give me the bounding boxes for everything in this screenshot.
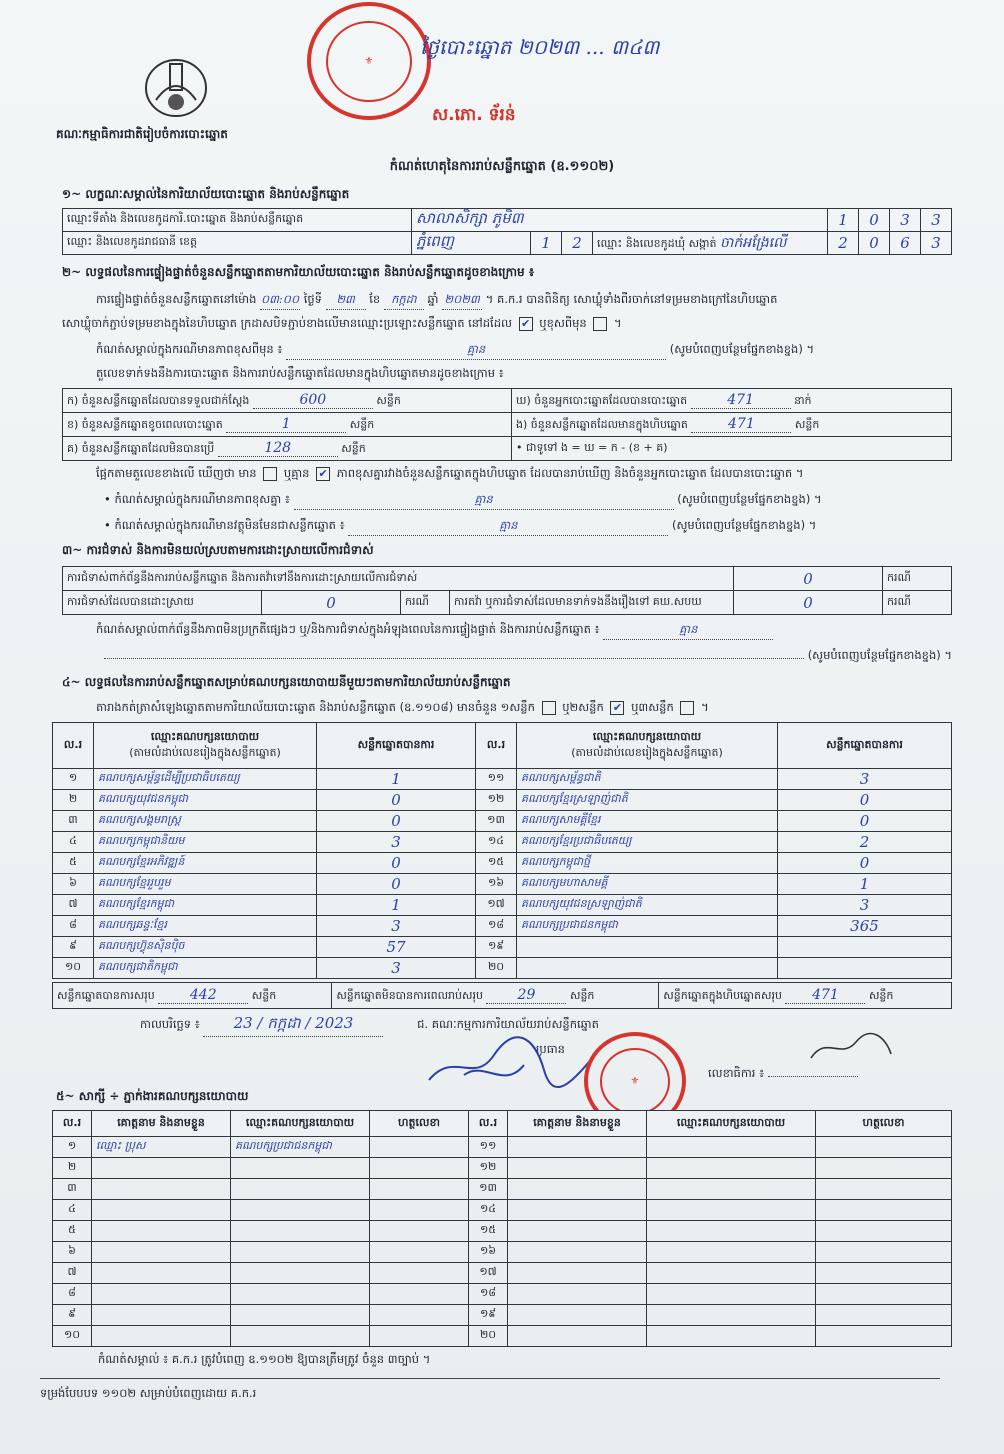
witness-name <box>92 1305 231 1326</box>
party-name: គណបក្សសម្ព័ន្ធដើម្បីប្រជាធិបតេយ្យ <box>94 769 317 790</box>
witness-party: គណបក្សប្រជាជនកម្ពុជា <box>231 1137 370 1158</box>
case-label: ករណី <box>883 567 952 591</box>
case-label: ករណី <box>401 591 450 615</box>
witness-signature <box>816 1242 952 1263</box>
figure-ka: ក) ចំនួនសន្លឹកឆ្នោតដែលបានទទួលជាក់ស្តែង 600 សន្លឹក <box>63 389 512 413</box>
witness-signature <box>370 1242 469 1263</box>
stamp-seal-icon: ⚜ <box>307 2 431 120</box>
row-no: ១ <box>53 769 94 790</box>
witness-party <box>231 1305 370 1326</box>
witness-party <box>647 1200 816 1221</box>
witness-party <box>647 1326 816 1347</box>
witness-signature <box>370 1284 469 1305</box>
witness-name <box>92 1221 231 1242</box>
row-no: ៧ <box>53 895 94 916</box>
irregularity-note: កំណត់សម្គាល់ពាក់ព័ន្ធនឹងភាពមិនប្រក្រតីផ្សេងៗ ឬ/និងការជំទាស់ក្នុងអំឡុងពេលនៃការផ្ទៀងផ្ទាត់ និងការរាប់សន្លឹកឆ្នោត ៖ គ្មាន <box>96 622 773 640</box>
total-invalid: សន្លឹកឆ្នោតមិនបានការពេលរាប់សរុប 29 សន្លឹក <box>332 983 659 1009</box>
col-no: ល.រ <box>53 723 94 769</box>
row1-code-3: 3 <box>890 209 921 232</box>
witness-signature <box>816 1221 952 1242</box>
row-no: ១៨ <box>469 1284 508 1305</box>
witness-table <box>52 1110 952 1347</box>
row-no: ៩ <box>53 937 94 958</box>
table-row <box>53 832 952 853</box>
vote-count: 0 <box>778 853 952 874</box>
row2-code-1: 1 <box>531 232 562 255</box>
row1-value: សាលាសិក្សា ភូមិ៣ <box>412 209 828 232</box>
case-label: ករណី <box>883 591 952 615</box>
verify-line-1: ការផ្ទៀងផ្ទាត់ចំនួនសន្លឹកឆ្នោតនៅម៉ោង ០៣:០០ ថ្ងៃទី ២៣ ខែ កក្កដា ឆ្នាំ ២០២៣ ។ គ.ក.រ បានពិនិត្យ សោឃ្លុំទាំងពីរចាក់នៅទម្រមខាងក្រៅនៃហិបឆ្នោត <box>96 292 777 310</box>
row1-code-4: 3 <box>921 209 952 232</box>
row-no: ៥ <box>53 853 94 874</box>
witness-signature <box>370 1179 469 1200</box>
checkbox-checked-icon[interactable]: ✔ <box>519 317 533 331</box>
row-no: ១០ <box>53 958 94 979</box>
vote-count: 0 <box>317 853 476 874</box>
witness-party <box>647 1242 816 1263</box>
witness-party <box>231 1284 370 1305</box>
witness-name <box>92 1242 231 1263</box>
vote-count: 1 <box>317 769 476 790</box>
table-row <box>53 916 952 937</box>
witness-name <box>508 1158 647 1179</box>
change-note: កំណត់សម្គាល់ក្នុងករណីមានភាពខុសពីមុន ៖ គ្មាន (សូមបំពេញបន្ថែមផ្នែកខាងខ្នង) ។ <box>96 342 952 360</box>
objection-row1-value: 0 <box>734 567 883 591</box>
row1-code-1: 1 <box>828 209 859 232</box>
table-row <box>53 1305 952 1326</box>
row1-code-2: 0 <box>859 209 890 232</box>
witness-party <box>231 1242 370 1263</box>
row-no: ១៣ <box>469 1179 508 1200</box>
figure-formula: • ជាទូទៅ ង = ឃ = ក - (ខ + គ) <box>512 437 952 461</box>
section3-title: ៣~ ការជំទាស់ និងការមិនយល់ស្របតាមការដោះស្រាយលើការជំទាស់ <box>62 543 374 557</box>
vote-count: 2 <box>778 832 952 853</box>
witness-signature <box>816 1263 952 1284</box>
party-name: គណបក្សខ្មែរកម្ពុជា <box>94 895 317 916</box>
form-title: កំណត់ហេតុនៃការរាប់សន្លឹកឆ្នោត (ឧ.១១០២) <box>389 159 615 174</box>
signature-icon <box>424 1030 604 1090</box>
witness-signature <box>370 1263 469 1284</box>
witness-party <box>647 1158 816 1179</box>
total-valid: សន្លឹកឆ្នោតបានការសរុប 442 សន្លឹក <box>53 983 332 1009</box>
checkbox-checked-icon[interactable]: ✔ <box>610 701 624 715</box>
row-no: ១៥ <box>476 853 517 874</box>
section1-title: ១~ លក្ខណៈសម្គាល់នៃការិយាល័យបោះឆ្នោត និងរាប់សន្លឹកឆ្នោត <box>62 187 350 201</box>
objection-row2b-label: ការតវ៉ា ឬការជំទាស់ដែលមានទាក់ទងនឹងរឿងទៅ គឃ.សបឃ <box>450 591 734 615</box>
party-name: គណបក្សហ៊្វុនស៊ិនប៉ិច <box>94 937 317 958</box>
emblem-icon <box>140 52 212 122</box>
witness-signature <box>370 1158 469 1179</box>
table-row <box>53 958 952 979</box>
row-no: ៧ <box>53 1263 92 1284</box>
witness-signature <box>816 1305 952 1326</box>
row-no: ១ <box>53 1137 92 1158</box>
party-name: គណបក្សប្រជាជនកម្ពុជា <box>517 916 778 937</box>
witness-party <box>231 1179 370 1200</box>
results-table <box>52 722 952 979</box>
row-no: ១០ <box>53 1326 92 1347</box>
figures-intro: តួលេខទាក់ទងនឹងការបោះឆ្នោត និងការរាប់សន្លឹកឆ្នោតដែលមានក្នុងហិបឆ្នោតមានដូចខាងក្រោម ៖ <box>96 366 504 380</box>
invalid-note: • កំណត់សម្គាល់ក្នុងករណីមានវត្ថុមិនមែនជាសន្លឹកឆ្នោត ៖ គ្មាន (សូមបំពេញបន្ថែមផ្នែកខាងខ្នង) ។ <box>104 518 816 536</box>
vote-count: 3 <box>317 958 476 979</box>
table-row <box>53 769 952 790</box>
row2b-value: ចាក់អង្រែលើ <box>720 234 787 251</box>
footer-form-ref: ទម្រង់បែបបទ ១១០២ សម្រាប់បំពេញដោយ គ.ក.រ <box>40 1386 257 1400</box>
party-name: គណបក្សឆន្ទៈខ្មែរ <box>94 916 317 937</box>
table-row <box>53 811 952 832</box>
witness-signature <box>370 1221 469 1242</box>
witness-name <box>508 1200 647 1221</box>
party-name: គណបក្សជាតិកម្ពុជា <box>94 958 317 979</box>
vote-count: 0 <box>317 874 476 895</box>
irregularity-fill-back: (សូមបំពេញបន្ថែមផ្នែកខាងខ្នង) ។ <box>62 648 952 665</box>
table-row <box>53 895 952 916</box>
party-name: គណបក្សខ្មែររួបរួម <box>94 874 317 895</box>
row-no: ១៥ <box>469 1221 508 1242</box>
stamp-seal-icon: ⚜ <box>584 1032 686 1130</box>
vote-count <box>778 937 952 958</box>
row-no: ៣ <box>53 811 94 832</box>
table-row <box>53 874 952 895</box>
vote-count: 0 <box>778 811 952 832</box>
row-no: ១៧ <box>476 895 517 916</box>
row-no: ៣ <box>53 1179 92 1200</box>
vote-count: 0 <box>317 790 476 811</box>
figure-ko: គ) ចំនួនសន្លឹកឆ្នោតដែលមិនបានប្រើ 128 សន្លឹក <box>63 437 512 461</box>
table-row <box>53 1326 952 1347</box>
row-no: ១១ <box>469 1137 508 1158</box>
witness-party <box>231 1263 370 1284</box>
witness-name <box>508 1263 647 1284</box>
party-name: គណបក្សខ្មែរប្រជាធិបតេយ្យ <box>517 832 778 853</box>
verify-day: ២៣ <box>326 292 366 310</box>
witness-party <box>647 1221 816 1242</box>
verify-line-2: សោឃ្លុំចាក់ភ្ជាប់ទម្រមខាងក្នុងនៃហិបឆ្នោត ក្រដាសបិទភ្ជាប់ខាងលើមានឈ្មោះប្រឡោះសន្លឹកឆ្នោត នៅដដែល ✔ ឬខុសពីមុន ។ <box>62 316 622 330</box>
checkbox-checked-icon[interactable]: ✔ <box>316 467 330 481</box>
row-no: ១៩ <box>469 1305 508 1326</box>
table-row <box>53 853 952 874</box>
row-no: ៤ <box>53 1200 92 1221</box>
verify-year: ២០២៣ <box>442 292 482 310</box>
witness-signature <box>370 1137 469 1158</box>
objection-row1-label: ការជំទាស់ពាក់ព័ន្ធនឹងការរាប់សន្លឹកឆ្នោត និងការតវ៉ាទៅនឹងការដោះស្រាយលើការជំទាស់ <box>63 567 734 591</box>
witness-party <box>647 1179 816 1200</box>
date-line: កាលបរិច្ឆេទ ៖ 23 / កក្កដា / 2023 ជ. គណៈកម្មការការិយាល័យរាប់សន្លឹកឆ្នោត <box>140 1014 599 1037</box>
row-no: ១៦ <box>476 874 517 895</box>
witness-signature <box>816 1158 952 1179</box>
party-name: គណបក្សសម្ព័ន្ធជាតិ <box>517 769 778 790</box>
checkbox-empty-icon[interactable] <box>542 701 556 715</box>
row2b-label: ឈ្មោះ និងលេខកូដឃុំ សង្កាត់ ចាក់អង្រែលើ <box>593 232 828 255</box>
diff-note: • កំណត់សម្គាល់ក្នុងករណីមានភាពខុសគ្នា ៖ គ្មាន (សូមបំពេញបន្ថែមផ្នែកខាងខ្នង) ។ <box>104 492 822 510</box>
vote-count: 365 <box>778 916 952 937</box>
vote-count: 0 <box>317 811 476 832</box>
witness-party <box>647 1137 816 1158</box>
table-row <box>53 1179 952 1200</box>
row-no: ៩ <box>53 1305 92 1326</box>
row-no: ១២ <box>476 790 517 811</box>
w-col-name: គោត្តនាម និងនាមខ្លួន <box>508 1111 647 1137</box>
figure-ngo: ង) ចំនួនសន្លឹកឆ្នោតដែលមានក្នុងហិបឆ្នោត 471 សន្លឹក <box>512 413 952 437</box>
figures-table <box>62 388 952 461</box>
w-col-name: គោត្តនាម និងនាមខ្លួន <box>92 1111 231 1137</box>
row-no: ៦ <box>53 1242 92 1263</box>
row-no: ២០ <box>469 1326 508 1347</box>
w-col-sign: ហត្ថលេខា <box>816 1111 952 1137</box>
president-label: ប្រធាន <box>536 1042 565 1056</box>
party-name: គណបក្សយុវជនកម្ពុជា <box>94 790 317 811</box>
verify-month: កក្កដា <box>384 292 424 310</box>
figure-gho: ឃ) ចំនួនអ្នកបោះឆ្នោតដែលបានបោះឆ្នោត 471 នាក់ <box>512 389 952 413</box>
row2b-code-1: 2 <box>828 232 859 255</box>
checkbox-empty-icon[interactable] <box>263 467 277 481</box>
section2-title: ២~ លទ្ធផលនៃការផ្ទៀងផ្ទាត់ចំនួនសន្លឹកឆ្នោតតាមការិយាល័យបោះឆ្នោត និងរាប់សន្លឹកឆ្នោតដូចខាងក្រោម ៖ <box>62 265 535 279</box>
witness-party <box>647 1263 816 1284</box>
witness-name <box>92 1179 231 1200</box>
table-row <box>53 1158 952 1179</box>
row-no: ៨ <box>53 916 94 937</box>
table-row <box>53 1137 952 1158</box>
table-row <box>53 1263 952 1284</box>
witness-name <box>508 1221 647 1242</box>
top-handwriting: ថ្ងៃបោះឆ្នោត ២០២៣ ... ៣៤៣ <box>420 35 660 59</box>
total-box: សន្លឹកឆ្នោតក្នុងហិបឆ្នោតសរុប 471 សន្លឹក <box>659 983 952 1009</box>
table-row <box>53 937 952 958</box>
row-no: ១៦ <box>469 1242 508 1263</box>
witness-name <box>508 1242 647 1263</box>
secretary-label: លេខាធិការ ៖ <box>708 1066 858 1083</box>
row-no: ៨ <box>53 1284 92 1305</box>
row-no: ១៨ <box>476 916 517 937</box>
witness-signature <box>816 1284 952 1305</box>
committee-name: គណៈកម្មាធិការជាតិរៀបចំការបោះឆ្នោត <box>56 127 228 141</box>
totals-table <box>52 982 952 1009</box>
witness-name <box>92 1263 231 1284</box>
witness-name <box>92 1284 231 1305</box>
party-name: គណបក្សខ្មែរអភិវឌ្ឍន៍ <box>94 853 317 874</box>
row-no: ១២ <box>469 1158 508 1179</box>
row2b-code-4: 3 <box>921 232 952 255</box>
vote-count <box>778 958 952 979</box>
witness-signature <box>370 1200 469 1221</box>
stamp-name: ស.ភោ. ទ័រន់ <box>432 105 516 125</box>
row2-value: ភ្នំពេញ <box>412 232 531 255</box>
row-no: ២ <box>53 1158 92 1179</box>
objection-row2-value: 0 <box>262 591 401 615</box>
date-value: 23 / កក្កដា / 2023 <box>203 1014 383 1037</box>
witness-party <box>231 1200 370 1221</box>
w-col-party: ឈ្មោះគណបក្សនយោបាយ <box>231 1111 370 1137</box>
witness-name <box>92 1200 231 1221</box>
w-col-no: ល.រ <box>53 1111 92 1137</box>
witness-name: ឈ្មោះ ប្រុស <box>92 1137 231 1158</box>
checkbox-empty-icon[interactable] <box>680 701 694 715</box>
row2-code-2: 2 <box>562 232 593 255</box>
witness-signature <box>816 1179 952 1200</box>
witness-party <box>647 1305 816 1326</box>
vote-count: 3 <box>778 769 952 790</box>
row-no: ១៤ <box>476 832 517 853</box>
col-votes: សន្លឹកឆ្នោតបានការ <box>317 723 476 769</box>
vote-count: 1 <box>778 874 952 895</box>
party-name: គណបក្សកម្ពុជាថ្មី <box>517 853 778 874</box>
row2b-code-3: 6 <box>890 232 921 255</box>
party-name: គណបក្សកម្ពុជានិយម <box>94 832 317 853</box>
col-votes: សន្លឹកឆ្នោតបានការ <box>778 723 952 769</box>
row-no: ១៣ <box>476 811 517 832</box>
row1-label: ឈ្មោះទីតាំង និងលេខកូដការិ.បោះឆ្នោត និងរាប់សន្លឹកឆ្នោត <box>63 209 412 232</box>
w-col-party: ឈ្មោះគណបក្សនយោបាយ <box>647 1111 816 1137</box>
signature-icon <box>806 1030 896 1066</box>
row-no: ២០ <box>476 958 517 979</box>
party-name: គណបក្សមហាសាមគ្គី <box>517 874 778 895</box>
vote-count: 3 <box>317 832 476 853</box>
row-no: ៤ <box>53 832 94 853</box>
col-party: ឈ្មោះគណបក្សនយោបាយ (តាមលំដាប់លេខរៀងក្នុងសន្លឹកឆ្នោត) <box>94 723 317 769</box>
witness-party <box>231 1326 370 1347</box>
row2-label: ឈ្មោះ និងលេខកូដរាជធានី ខេត្ត <box>63 232 412 255</box>
party-name <box>517 937 778 958</box>
party-name <box>517 958 778 979</box>
row-no: ១៧ <box>469 1263 508 1284</box>
witness-name <box>508 1305 647 1326</box>
checkbox-empty-icon[interactable] <box>593 317 607 331</box>
change-note-value: គ្មាន <box>286 342 666 360</box>
table-row <box>53 790 952 811</box>
objection-row2b-value: 0 <box>734 591 883 615</box>
witness-signature <box>370 1326 469 1347</box>
party-name: គណបក្សយុវជនស្រឡាញ់ជាតិ <box>517 895 778 916</box>
footer-divider <box>40 1378 940 1379</box>
witness-signature <box>816 1137 952 1158</box>
row-no: ២ <box>53 790 94 811</box>
verify-time: ០៣:០០ <box>260 292 300 310</box>
witness-party <box>231 1221 370 1242</box>
row-no: ៥ <box>53 1221 92 1242</box>
section5-title: ៥~ សាក្សី ÷ ភ្នាក់ងារគណបក្សនយោបាយ <box>56 1089 249 1103</box>
witness-name <box>508 1179 647 1200</box>
compare-line: ផ្អែកតាមតួលេខខាងលើ ឃើញថា មាន ឬគ្មាន ✔ ភាពខុសគ្នារវាងចំនួនសន្លឹកឆ្នោតក្នុងហិបឆ្នោត ដែលបានរាប់ឃើញ និងចំនួនអ្នកបោះឆ្នោត ដែលបានបោះឆ្នោត ។ <box>96 466 804 480</box>
vote-count: 0 <box>778 790 952 811</box>
witness-signature <box>816 1326 952 1347</box>
vote-count: 1 <box>317 895 476 916</box>
witness-signature <box>816 1200 952 1221</box>
col-party: ឈ្មោះគណបក្សនយោបាយ (តាមលំដាប់លេខរៀងក្នុងសន្លឹកឆ្នោត) <box>517 723 778 769</box>
party-name: គណបក្សខ្មែរស្រឡាញ់ជាតិ <box>517 790 778 811</box>
party-name: គណបក្សសង្គមរាស្ត្រ <box>94 811 317 832</box>
table-row <box>53 1221 952 1242</box>
witness-name <box>92 1158 231 1179</box>
row-no: ១៤ <box>469 1200 508 1221</box>
vote-count: 57 <box>317 937 476 958</box>
table-row <box>53 1242 952 1263</box>
party-name: គណបក្សសាមគ្គីខ្មែរ <box>517 811 778 832</box>
w-col-no: ល.រ <box>469 1111 508 1137</box>
row-no: ១៩ <box>476 937 517 958</box>
w-col-sign: ហត្ថលេខា <box>370 1111 469 1137</box>
objection-row2-label: ការជំទាស់ដែលបានដោះស្រាយ <box>63 591 262 615</box>
table-row <box>53 1284 952 1305</box>
row2b-code-2: 0 <box>859 232 890 255</box>
objection-table <box>62 566 952 615</box>
witness-party <box>647 1284 816 1305</box>
witness-name <box>508 1284 647 1305</box>
witness-party <box>231 1158 370 1179</box>
witness-name <box>508 1326 647 1347</box>
vote-count: 3 <box>778 895 952 916</box>
section1-table <box>62 208 952 255</box>
witness-name <box>508 1137 647 1158</box>
tally-intro: តារាងកត់ត្រាសំឡេងឆ្នោតតាមការិយាល័យបោះឆ្នោត និងរាប់សន្លឹកឆ្នោត (ឧ.១១០៨) មានចំនួន ១សន្លឹក ឬ២សន្លឹក ✔ ឬ៣សន្លឹក ។ <box>96 700 709 714</box>
row-no: ១១ <box>476 769 517 790</box>
witness-signature <box>370 1305 469 1326</box>
figure-kha: ខ) ចំនួនសន្លឹកឆ្នោតខូចពេលបោះឆ្នោត 1 សន្លឹក <box>63 413 512 437</box>
vote-count: 3 <box>317 916 476 937</box>
footer-note: កំណត់សម្គាល់ ៖ គ.ក.រ ត្រូវបំពេញ ឧ.១១០២ ឱ្យបានត្រឹមត្រូវ ចំនួន ៣ច្បាប់ ។ <box>98 1352 431 1366</box>
section4-title: ៤~ លទ្ធផលនៃការរាប់សន្លឹកឆ្នោតសម្រាប់គណបក្សនយោបាយនីមួយៗតាមការិយាល័យរាប់សន្លឹកឆ្នោត <box>62 675 511 689</box>
row-no: ៦ <box>53 874 94 895</box>
col-no: ល.រ <box>476 723 517 769</box>
table-row <box>53 1200 952 1221</box>
witness-name <box>92 1326 231 1347</box>
